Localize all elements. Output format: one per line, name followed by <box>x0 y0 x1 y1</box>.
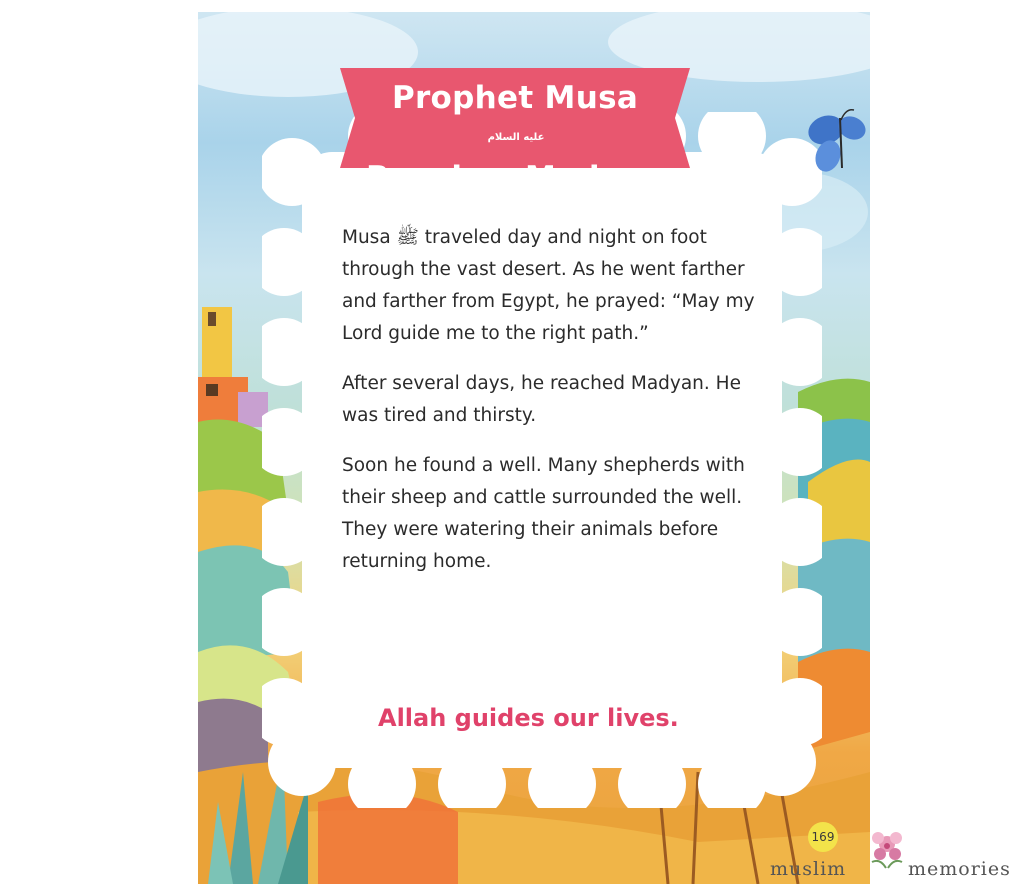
flower-logo-icon <box>862 824 912 876</box>
title-honorific: عليه السلام <box>487 132 545 143</box>
watermark-left-word: muslim <box>770 858 847 880</box>
title-banner <box>340 68 690 196</box>
story-paragraph-2: After several days, he reached Madyan. He was tired and thirsty. <box>342 373 741 426</box>
moral-text: Allah guides our lives. <box>378 704 679 732</box>
page-title <box>340 78 690 198</box>
butterfly-icon <box>806 108 874 178</box>
title-line-2: Reaches Madyan <box>366 160 664 196</box>
page-number-badge: 169 <box>808 822 838 852</box>
story-paragraph-1: Musa ﷺ traveled day and night on foot through the vast desert. As he went farther and farther from Egypt, he prayed: “May my Lord guide me to the right path.” <box>342 227 755 344</box>
story-paragraph-3: Soon he found a well. Many shepherds with their sheep and cattle surrounded the well. They were watering their animals before returning home. <box>342 455 745 572</box>
story-text <box>342 222 762 596</box>
title-line-1: Prophet Musa <box>391 80 639 116</box>
watermark-right-word: memories <box>908 858 1011 880</box>
watermark <box>770 846 1024 886</box>
